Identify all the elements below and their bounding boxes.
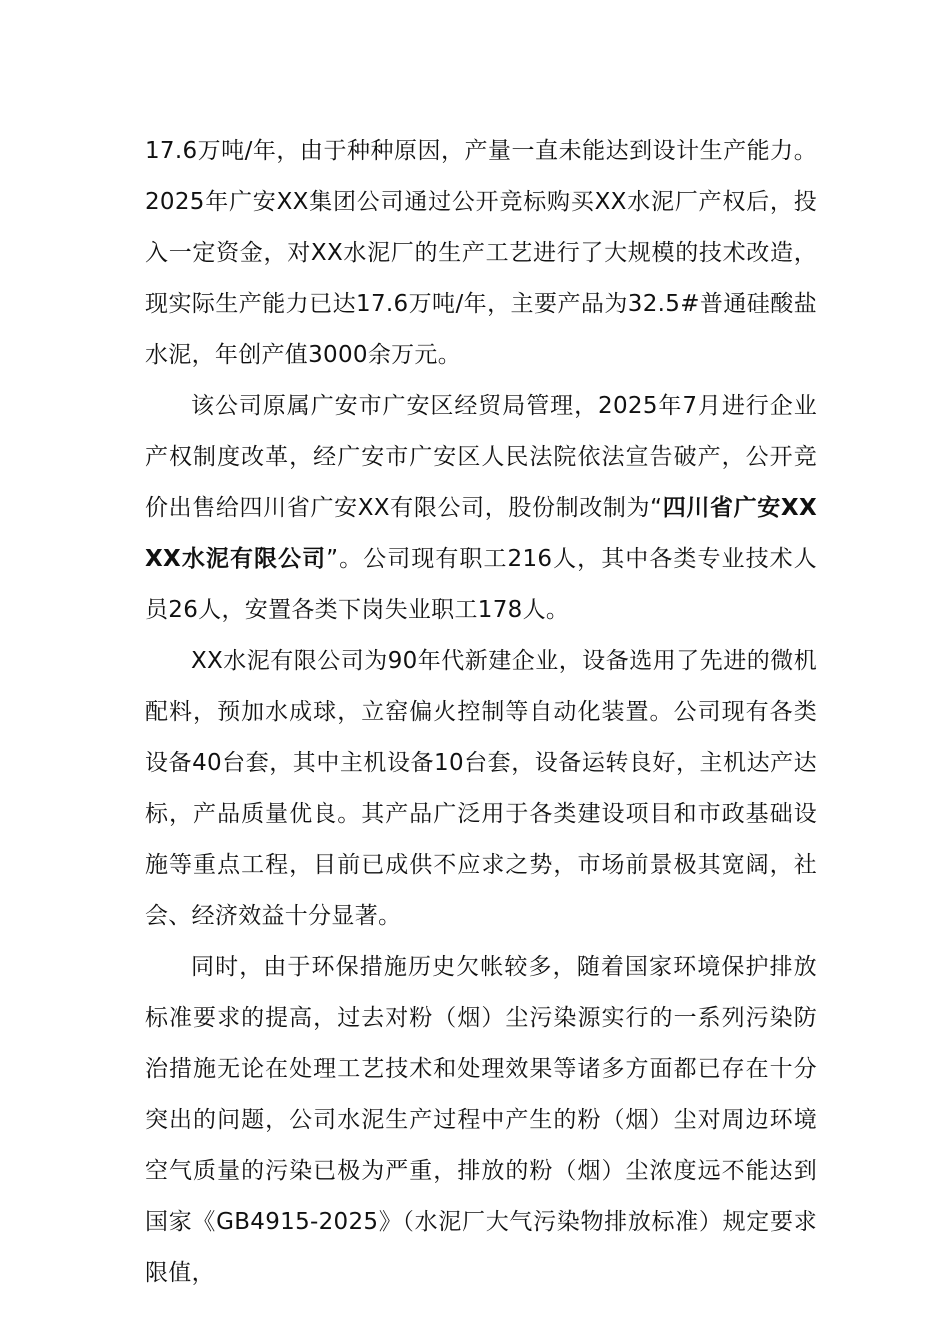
paragraph-equipment-overview: XX水泥有限公司为90年代新建企业，设备选用了先进的微机配料，预加水成球，立窑偏火控制等自动化装置。公司现有各类设备40台套，其中主机设备10台套，设备运转良好，主机达产达标，产品质量优良。其产品广泛用于各类建设项目和市政基础设施等重点工程，目前已成供不应求之势，市场前景极其宽阔，社会、经济效益十分显著。 xyxy=(145,648,817,929)
paragraph-text-before-company-name: 该公司原属广安市广安区经贸局管理，2025年7月进行企业产权制度改革，经广安市广安区人民法院依法宣告破产，公开竞价出售给四川省广安XX有限公司，股份制改制为“ xyxy=(145,393,817,521)
paragraph-environmental-issues: 同时，由于环保措施历史欠帐较多，随着国家环境保护排放标准要求的提高，过去对粉（烟）尘污染源实行的一系列污染防治措施无论在处理工艺技术和处理效果等诸多方面都已存在十分突出的问题，公司水泥生产过程中产生的粉（烟）尘对周边环境空气质量的污染已极为严重，排放的粉（烟）尘浓度远不能达到国家《GB4915-2025》（水泥厂大气污染物排放标准）规定要求限值， xyxy=(145,954,817,1286)
paragraph-company-restructuring xyxy=(145,381,817,636)
document-body xyxy=(145,126,817,1299)
paragraph-production-history: 17.6万吨/年，由于种种原因，产量一直未能达到设计生产能力。2025年广安XX集团公司通过公开竞标购买XX水泥厂产权后，投入一定资金，对XX水泥厂的生产工艺进行了大规模的技术改造，现实际生产能力已达17.6万吨/年，主要产品为32.5#普通硅酸盐水泥，年创产值3000余万元。 xyxy=(145,138,817,368)
paragraph-text-after-company-name: ”。公司现有职工216人，其中各类专业技术人员26人，安置各类下岗失业职工178人。 xyxy=(145,546,817,623)
company-name-bold: 四川省广安XXXX水泥有限公司 xyxy=(145,495,817,572)
